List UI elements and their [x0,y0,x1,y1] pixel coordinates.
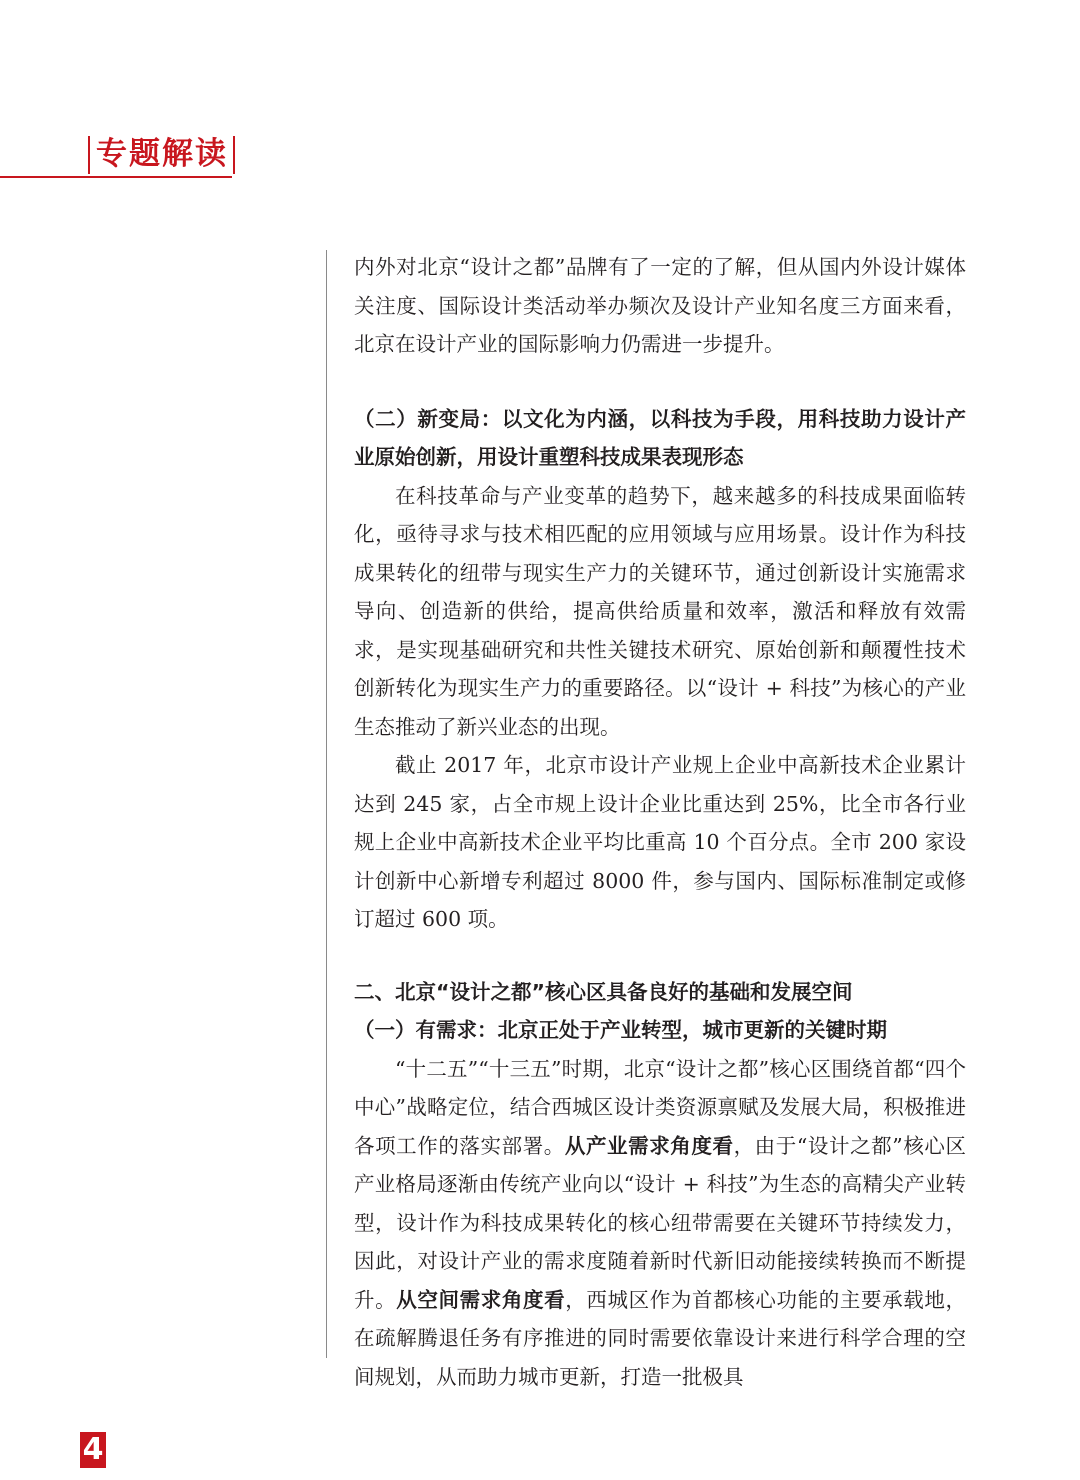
demand-text-3: ，西城区作为首都核心功能的主要承载地，在疏解腾退任务有序推进的同时需要依靠设计来进行科学合理的空间规划，从而助力城市更新，打造一批极具 [354,1287,966,1389]
page-number: 4 [80,1432,106,1468]
column-divider [326,250,327,1358]
paragraph-statistics: 截止 2017 年，北京市设计产业规上企业中高新技术企业累计达到 245 家，占全市规上设计企业比重达到 25%，比全市各行业规上企业中高新技术企业平均比重高 10 个百分点。全市 200 家设计创新中心新增专利超过 8000 件，参与国内、国际标准制定或修订超过 600 项。 [354,753,966,931]
paragraph-intro: 内外对北京“设计之都”品牌有了一定的了解，但从国内外设计媒体关注度、国际设计类活动举办频次及设计产业知名度三方面来看，北京在设计产业的国际影响力仍需进一步提升。 [354,255,966,356]
emphasis-industry-demand: 从产业需求角度看 [564,1133,734,1158]
section-title: 专题解读 [96,136,228,172]
subheading-demand: （一）有需求：北京正处于产业转型，城市更新的关键时期 [354,1018,887,1042]
section-header [0,132,240,180]
paragraph-tech-transformation: 在科技革命与产业变革的趋势下，越来越多的科技成果面临转化，亟待寻求与技术相匹配的应用领域与应用场景。设计作为科技成果转化的纽带与现实生产力的关键环节，通过创新设计实施需求导向、创造新的供给，提高供给质量和效率，激活和释放有效需求，是实现基础研究和共性关键技术研究、原始创新和颠覆性技术创新转化为现实生产力的重要路径。以“设计 + 科技”为核心的产业生态推动了新兴业态的出现。 [354,483,966,739]
header-bar-left [88,136,90,174]
article-body [354,248,966,1396]
emphasis-space-demand: 从空间需求角度看 [396,1287,566,1312]
header-underline [0,176,232,178]
heading-core-area: 二、北京“设计之都”核心区具备良好的基础和发展空间 [354,979,853,1004]
subheading-new-situation: （二）新变局：以文化为内涵，以科技为手段，用科技助力设计产业原始创新，用设计重塑科技成果表现形态 [354,406,966,469]
paragraph-demand [354,1050,966,1397]
header-bar-right [233,136,235,174]
demand-text-1: “十二五”“十三五”时期，北京“设计之都”核心区围绕首都“四个中心”战略定位，结合西城区设计类资源禀赋及发展大局，积极推进各项工作的落实部署。 [354,1056,966,1158]
demand-text-2: ，由于“设计之都”核心区产业格局逐渐由传统产业向以“设计 + 科技”为生态的高精尖产业转型，设计作为科技成果转化的核心纽带需要在关键环节持续发力，因此，对设计产业的需求度随着新时代新旧动能接续转换而不断提升。 [354,1133,966,1312]
